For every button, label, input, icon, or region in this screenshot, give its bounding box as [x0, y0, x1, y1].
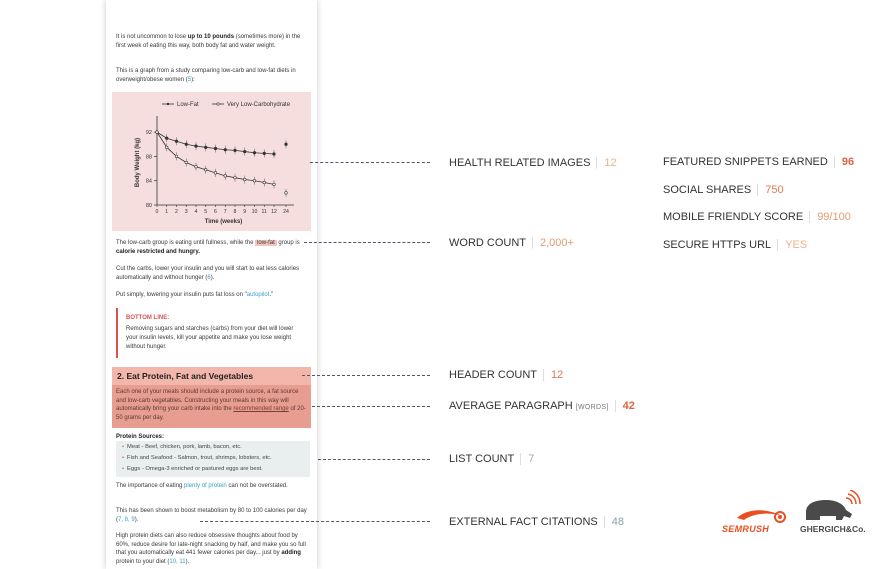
- connector-line: [200, 521, 430, 522]
- x-tick-label: 9: [243, 209, 247, 215]
- data-point: [285, 192, 288, 195]
- social-shares-stat: SOCIAL SHARES 750: [663, 184, 784, 196]
- data-point: [263, 152, 266, 155]
- citation-link[interactable]: 7, 8, 9: [118, 516, 135, 523]
- x-tick-label: 11: [261, 209, 267, 215]
- header-count-stat: HEADER COUNT 12: [449, 369, 564, 381]
- legend-marker-low-carb: [217, 103, 219, 105]
- paragraph: Cut the carbs, lower your insulin and you will start to eat less calories automatically and without hunger (6).: [116, 266, 300, 281]
- y-tick-label: 84: [145, 178, 152, 185]
- section-header: 2. Eat Protein, Fat and Vegetables: [112, 367, 311, 385]
- x-tick-label: 24: [283, 209, 289, 215]
- x-tick-label: 12: [271, 209, 277, 215]
- list-item: • Meat - Beef, chicken, pork, lamb, bacon, etc.: [122, 444, 242, 450]
- protein-link[interactable]: plenty of protein: [184, 483, 227, 489]
- semrush-flame-icon: [732, 506, 802, 524]
- data-point: [185, 143, 188, 146]
- data-point: [175, 155, 178, 158]
- data-point: [175, 140, 178, 143]
- y-tick-label: 92: [145, 130, 152, 137]
- x-tick-label: 1: [165, 209, 169, 215]
- data-point: [285, 143, 288, 146]
- x-axis-label: Time (weeks): [204, 219, 243, 225]
- x-tick-label: 0: [155, 209, 159, 215]
- list-item: • Fish and Seafood - Salmon, trout, shrimps, lobsters, etc.: [122, 455, 272, 461]
- paragraph: This has been shown to boost metabolism by 80 to 100 calories per day (7, 8, 9).: [116, 508, 307, 523]
- paragraph: It is not uncommon to lose up to 10 pounds (sometimes more) in the first week of eating this way, both body fat and water weight.: [116, 34, 301, 49]
- list-item: • Eggs - Omega-3 enriched or pastured eggs are best.: [122, 466, 263, 472]
- weight-chart: [112, 92, 311, 231]
- word-count-stat: WORD COUNT 2,000+: [449, 237, 574, 249]
- semrush-logo: SEMRUSH: [722, 506, 792, 536]
- weight-chart-svg: [112, 92, 311, 231]
- bottom-line-text: Removing sugars and starches (carbs) from your diet will lower your insulin levels, kill your appetite and make you lose weight without hunger.: [126, 326, 294, 350]
- connector-line: [304, 242, 430, 243]
- data-point: [156, 131, 159, 134]
- x-tick-label: 7: [223, 209, 227, 215]
- connector-line: [310, 162, 430, 163]
- data-point: [253, 179, 256, 182]
- mobile-score-stat: MOBILE FRIENDLY SCORE 99/100: [663, 211, 851, 223]
- paragraph: The low-carb group is eating until fullness, while the low-fat group is calorie restricted and hungry.: [116, 240, 300, 255]
- recommended-range-link[interactable]: recommended range: [233, 406, 289, 412]
- highlight: low-fat: [257, 240, 275, 246]
- x-tick-label: 5: [204, 209, 208, 215]
- data-point: [243, 178, 246, 181]
- data-point: [243, 150, 246, 153]
- protein-sources-title: Protein Sources:: [116, 434, 165, 440]
- x-tick-label: 2: [175, 209, 178, 215]
- legend-label-low-carb: Very Low-Carbohydrate: [227, 102, 291, 108]
- data-point: [195, 145, 198, 148]
- data-point: [273, 183, 276, 186]
- paragraph: High protein diets can also reduce obsessive thoughts about food by 60%, reduce desire for late-night snacking by half, and make you so full that you automatically eat 441 fewer calories per day... just by adding protein to your diet (10, 11).: [116, 533, 306, 565]
- elephant-icon: [802, 490, 862, 524]
- x-tick-label: 3: [184, 209, 188, 215]
- list-count-stat: LIST COUNT 7: [449, 453, 535, 465]
- bottom-line-box: [116, 308, 310, 358]
- fact-citations-stat: EXTERNAL FACT CITATIONS 48: [449, 516, 624, 528]
- y-tick-label: 80: [145, 203, 152, 209]
- featured-snippets-stat: FEATURED SNIPPETS EARNED 96: [663, 156, 855, 168]
- data-point: [234, 176, 237, 179]
- data-point: [204, 168, 207, 171]
- data-point: [214, 147, 217, 150]
- data-point: [195, 165, 198, 168]
- protein-list: [116, 441, 310, 477]
- bottom-line-title: BOTTOM LINE:: [126, 315, 170, 321]
- paragraph: The importance of eating plenty of protein can not be overstated.: [116, 483, 288, 489]
- y-axis-label: Body Weight (kg): [135, 137, 141, 188]
- citation-link[interactable]: 6: [207, 274, 211, 281]
- legend-marker-low-fat: [167, 103, 169, 105]
- data-point: [234, 149, 237, 152]
- autopilot-link[interactable]: autopilot: [246, 292, 270, 298]
- legend-label-low-fat: Low-Fat: [177, 102, 199, 108]
- x-tick-label: 4: [194, 209, 198, 215]
- paragraph: This is a graph from a study comparing low-carb and low-fat diets in overweight/obese women (5):: [116, 68, 296, 83]
- connector-line: [312, 406, 430, 407]
- data-point: [165, 137, 168, 140]
- article-panel: [106, 0, 317, 569]
- secure-url-stat: SECURE HTTPs URL YES: [663, 239, 808, 251]
- ghergich-logo: GHERGICH&Co.: [800, 490, 880, 538]
- x-tick-label: 10: [251, 209, 258, 215]
- data-point: [224, 148, 227, 151]
- health-images-stat: HEALTH RELATED IMAGES 12: [449, 157, 617, 169]
- data-point: [273, 153, 276, 156]
- citation-link[interactable]: 10, 11: [169, 558, 186, 565]
- y-tick-label: 88: [145, 154, 152, 161]
- data-point: [214, 172, 217, 175]
- data-point: [185, 161, 188, 164]
- connector-line: [302, 375, 430, 376]
- connector-line: [318, 459, 430, 460]
- paragraph: Put simply, lowering your insulin puts fat loss on "autopilot.": [116, 292, 274, 298]
- highlighted-paragraph: Each one of your meals should include a protein source, a fat source and low-carb vegetables. Constructing your meals in this way will automatically bring your carb intake into the recommended range of 20-50 grams per day.: [112, 385, 311, 428]
- citation-link[interactable]: 5: [187, 76, 192, 83]
- avg-paragraph-stat: AVERAGE PARAGRAPH [WORDS] 42: [449, 400, 635, 412]
- data-point: [253, 151, 256, 154]
- data-point: [224, 175, 227, 178]
- x-tick-label: 8: [233, 209, 237, 215]
- data-point: [263, 181, 266, 184]
- data-point: [204, 146, 207, 149]
- x-tick-label: 6: [214, 209, 217, 215]
- data-point: [165, 146, 168, 149]
